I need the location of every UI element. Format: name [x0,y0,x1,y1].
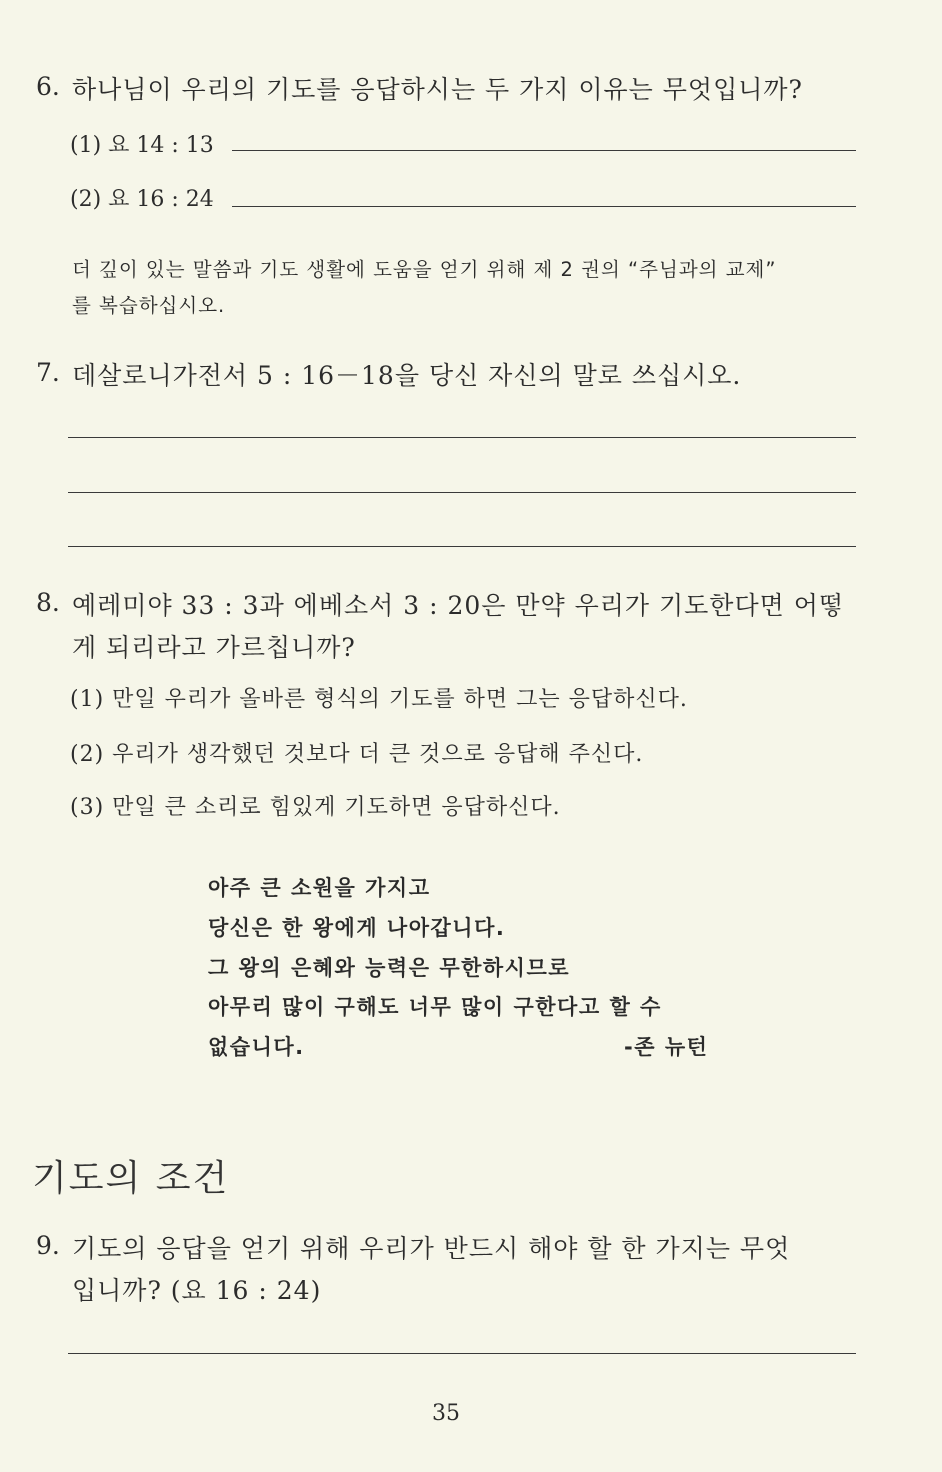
q8-option-2[interactable]: (2) 우리가 생각했던 것보다 더 큰 것으로 응답해 주신다. [70,742,644,767]
quote-line-4: 아무리 많이 구해도 너무 많이 구한다고 할 수 [208,995,662,1019]
question-6-text: 하나님이 우리의 기도를 응답하시는 두 가지 이유는 무엇입니까? [72,75,803,104]
page-number: 35 [432,1401,460,1426]
question-8-number: 8. [36,588,60,617]
question-6-number: 6. [36,72,60,101]
q7-answer-line-1[interactable] [68,437,856,438]
quote-line-1: 아주 큰 소원을 가지고 [208,876,431,900]
q7-answer-line-3[interactable] [68,546,856,547]
q7-answer-line-2[interactable] [68,492,856,493]
question-8-text-line-1: 예레미야 33 : 3과 에베소서 3 : 20은 만약 우리가 기도한다면 어떻 [72,591,844,620]
review-note-line-2: 를 복습하십시오. [72,294,226,317]
question-9-number: 9. [36,1231,60,1260]
q6-answer-line-2[interactable] [232,206,856,207]
q8-option-1[interactable]: (1) 만일 우리가 올바른 형식의 기도를 하면 그는 응답하신다. [70,687,688,712]
quote-line-2: 당신은 한 왕에게 나아갑니다. [208,916,506,940]
q6-ref-2: (2) 요 16 : 24 [70,187,214,212]
question-9-text-line-2: 입니까? (요 16 : 24) [72,1276,322,1305]
question-7-number: 7. [36,358,60,387]
quote-line-5: 없습니다. [208,1035,305,1059]
question-8-text-line-2: 게 되리라고 가르칩니까? [72,633,356,662]
review-note-line-1: 더 깊이 있는 말씀과 기도 생활에 도움을 얻기 위해 제 2 권의 “주님과의 교제” [72,258,777,281]
q8-option-3[interactable]: (3) 만일 큰 소리로 힘있게 기도하면 응답하신다. [70,795,561,820]
section-title: 기도의 조건 [32,1158,230,1199]
question-9-text-line-1: 기도의 응답을 얻기 위해 우리가 반드시 해야 할 한 가지는 무엇 [72,1234,791,1263]
quote-author: -존 뉴턴 [624,1035,709,1059]
quote-line-3: 그 왕의 은혜와 능력은 무한하시므로 [208,956,571,980]
q9-answer-line[interactable] [68,1353,856,1354]
q6-ref-1: (1) 요 14 : 13 [70,133,214,158]
question-7-text: 데살로니가전서 5 : 16－18을 당신 자신의 말로 쓰십시오. [72,361,742,390]
q6-answer-line-1[interactable] [232,150,856,151]
